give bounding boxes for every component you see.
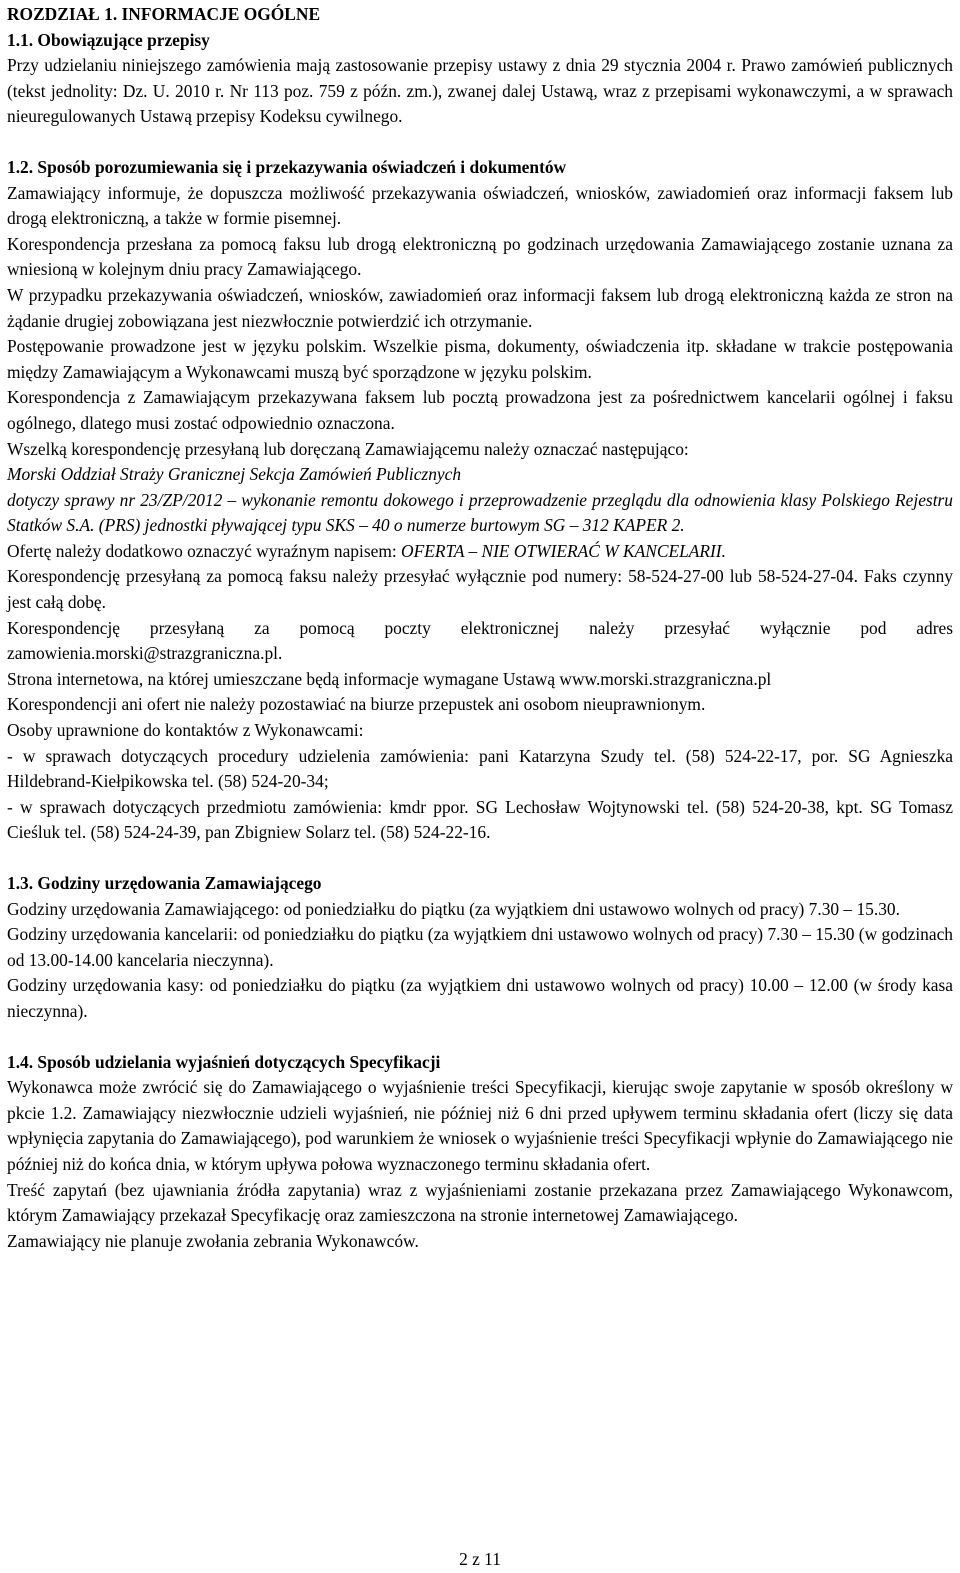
section-1-2-paragraph-6: Wszelką korespondencję przesyłaną lub doręczaną Zamawiającemu należy oznaczać następująco: bbox=[7, 438, 689, 459]
section-1-4-paragraph-2: Treść zapytań (bez ujawniania źródła zapytania) wraz z wyjaśnieniami zostanie przekazana przez Zamawiającego Wykonawcom, którym Zamawiający przekazał Specyfikację oraz zamieszczona na stronie internetowej Zamawiającego. bbox=[7, 1179, 953, 1226]
section-1-2-paragraph-13: Korespondencji ani ofert nie należy pozostawiać na biurze przepustek ani osobom nieuprawnionym. bbox=[7, 694, 706, 715]
contacts-intro: Osoby uprawnione do kontaktów z Wykonawcami: bbox=[7, 720, 364, 741]
section-1-1-heading: 1.1. Obowiązujące przepisy bbox=[7, 29, 210, 50]
section-1-2-paragraph-5: Korespondencja z Zamawiającym przekazywana faksem lub pocztą prowadzona jest za pośrednictwem kancelarii ogólnej i faksu ogólnego, dlatego musi zostać odpowiednio oznaczona. bbox=[7, 387, 953, 433]
section-1-2-paragraph-website: Strona internetowa, na której umieszczane będą informacje wymagane Ustawą www.morski.strazgraniczna.pl bbox=[7, 668, 772, 689]
spacer bbox=[7, 1025, 953, 1050]
case-reference: dotyczy sprawy nr 23/ZP/2012 – wykonanie remontu dokowego i przeprowadzenie przeglądu dla odnowienia klasy Polskiego Rejestru Statków S.A. (PRS) jednostki pływającej typu SKS – 40 o numerze burtowym SG – 312 KAPER 2. bbox=[7, 489, 953, 536]
section-1-4-paragraph-1: Wykonawca może zwrócić się do Zamawiającego o wyjaśnienie treści Specyfikacji, kierując swoje zapytanie w sposób określony w pkcie 1.2. Zamawiający niezwłocznie udzieli wyjaśnień, nie później niż 6 dni przed upływem terminu składania ofert (liczy się data wpłynięcia zapytania do Zamawiającego), pod warunkiem że wniosek o wyjaśnienie treści Specyfikacji wpłynie do Zamawiającego nie później niż do końca dnia, w którym upływa połowa wyznaczonego terminu składania ofert. bbox=[7, 1077, 953, 1174]
page-number: 2 z 11 bbox=[459, 1549, 501, 1569]
contacts-procedure: - w sprawach dotyczących procedury udzielenia zamówienia: pani Katarzyna Szudy tel. (58) 524-22-17, por. SG Agnieszka Hildebrand-Kiełpikowska tel. (58) 524-20-34; bbox=[7, 745, 953, 792]
section-1-2-paragraph-4: Postępowanie prowadzone jest w języku polskim. Wszelkie pisma, dokumenty, oświadczenia itp. składane w trakcie postępowania między Zamawiającym a Wykonawcami muszą być sporządzone w języku polskim. bbox=[7, 336, 953, 382]
section-1-2-paragraph-3: W przypadku przekazywania oświadczeń, wniosków, zawiadomień oraz informacji faksem lub drogą elektroniczną każda ze stron na żądanie drugiej zobowiązana jest niezwłocznie potwierdzić ich otrzymanie. bbox=[7, 284, 953, 331]
section-1-4-heading: 1.4. Sposób udzielania wyjaśnień dotyczących Specyfikacji bbox=[7, 1051, 441, 1072]
chapter-title: ROZDZIAŁ 1. INFORMACJE OGÓLNE bbox=[7, 4, 321, 24]
section-1-2-paragraph-fax: Korespondencję przesyłaną za pomocą faksu należy przesyłać wyłącznie pod numery: 58-524-27-00 lub 58-524-27-04. Faks czynny jest całą dobę. bbox=[7, 566, 953, 613]
section-1-3-paragraph-1: Godziny urzędowania Zamawiającego: od poniedziałku do piątku (za wyjątkiem dni ustawowo wolnych od pracy) 7.30 – 15.30. bbox=[7, 898, 900, 919]
section-1-2-paragraph-2: Korespondencja przesłana za pomocą faksu lub drogą elektroniczną po godzinach urzędowania Zamawiającego zostanie uznana za wniesioną w kolejnym dniu pracy Zamawiającego. bbox=[7, 233, 953, 280]
offer-marking-prefix: Ofertę należy dodatkowo oznaczyć wyraźnym napisem: bbox=[7, 540, 402, 561]
spacer bbox=[7, 846, 953, 871]
contacts-subject: - w sprawach dotyczących przedmiotu zamówienia: kmdr ppor. SG Lechosław Wojtynowski tel. (58) 524-20-38, kpt. SG Tomasz Cieśluk tel. (58) 524-24-39, pan Zbigniew Solarz tel. (58) 524-22-16. bbox=[7, 796, 953, 843]
section-1-3-paragraph-2: Godziny urzędowania kancelarii: od poniedziałku do piątku (za wyjątkiem dni ustawowo wolnych od pracy) 7.30 – 15.30 (w godzinach od 13.00-14.00 kancelaria nieczynna). bbox=[7, 924, 953, 970]
section-1-2-paragraph-1: Zamawiający informuje, że dopuszcza możliwość przekazywania oświadczeń, wniosków, zawiadomień oraz informacji faksem lub drogą elektroniczną, a także w formie pisemnej. bbox=[7, 182, 953, 229]
spacer bbox=[7, 130, 953, 155]
section-1-2-heading: 1.2. Sposób porozumiewania się i przekazywania oświadczeń i dokumentów bbox=[7, 156, 567, 177]
document-page bbox=[7, 2, 953, 1254]
section-1-1-paragraph: Przy udzielaniu niniejszego zamówienia mają zastosowanie przepisy ustawy z dnia 29 stycznia 2004 r. Prawo zamówień publicznych (tekst jednolity: Dz. U. 2010 r. Nr 113 poz. 759 z późn. zm.), zwanej dalej Ustawą, wraz z przepisami wykonawczymi, a w sprawach nieuregulowanych Ustawą przepisy Kodeksu cywilnego. bbox=[7, 55, 953, 127]
section-1-3-heading: 1.3. Godziny urzędowania Zamawiającego bbox=[7, 873, 322, 893]
section-1-3-paragraph-3: Godziny urzędowania kasy: od poniedziałku do piątku (za wyjątkiem dni ustawowo wolnych od pracy) 10.00 – 12.00 (w środy kasa nieczynna). bbox=[7, 975, 953, 1021]
section-1-2-paragraph-email: Korespondencję przesyłaną za pomocą poczty elektronicznej należy przesyłać wyłącznie pod adres zamowienia.morski@strazgraniczna.pl. bbox=[7, 617, 953, 664]
offer-marking-text: OFERTA – NIE OTWIERAĆ W KANCELARII. bbox=[401, 540, 726, 561]
section-1-4-paragraph-3: Zamawiający nie planuje zwołania zebrania Wykonawców. bbox=[7, 1230, 419, 1251]
addressee-label: Morski Oddział Straży Granicznej Sekcja Zamówień Publicznych bbox=[7, 464, 462, 485]
offer-marking-paragraph bbox=[7, 539, 953, 565]
